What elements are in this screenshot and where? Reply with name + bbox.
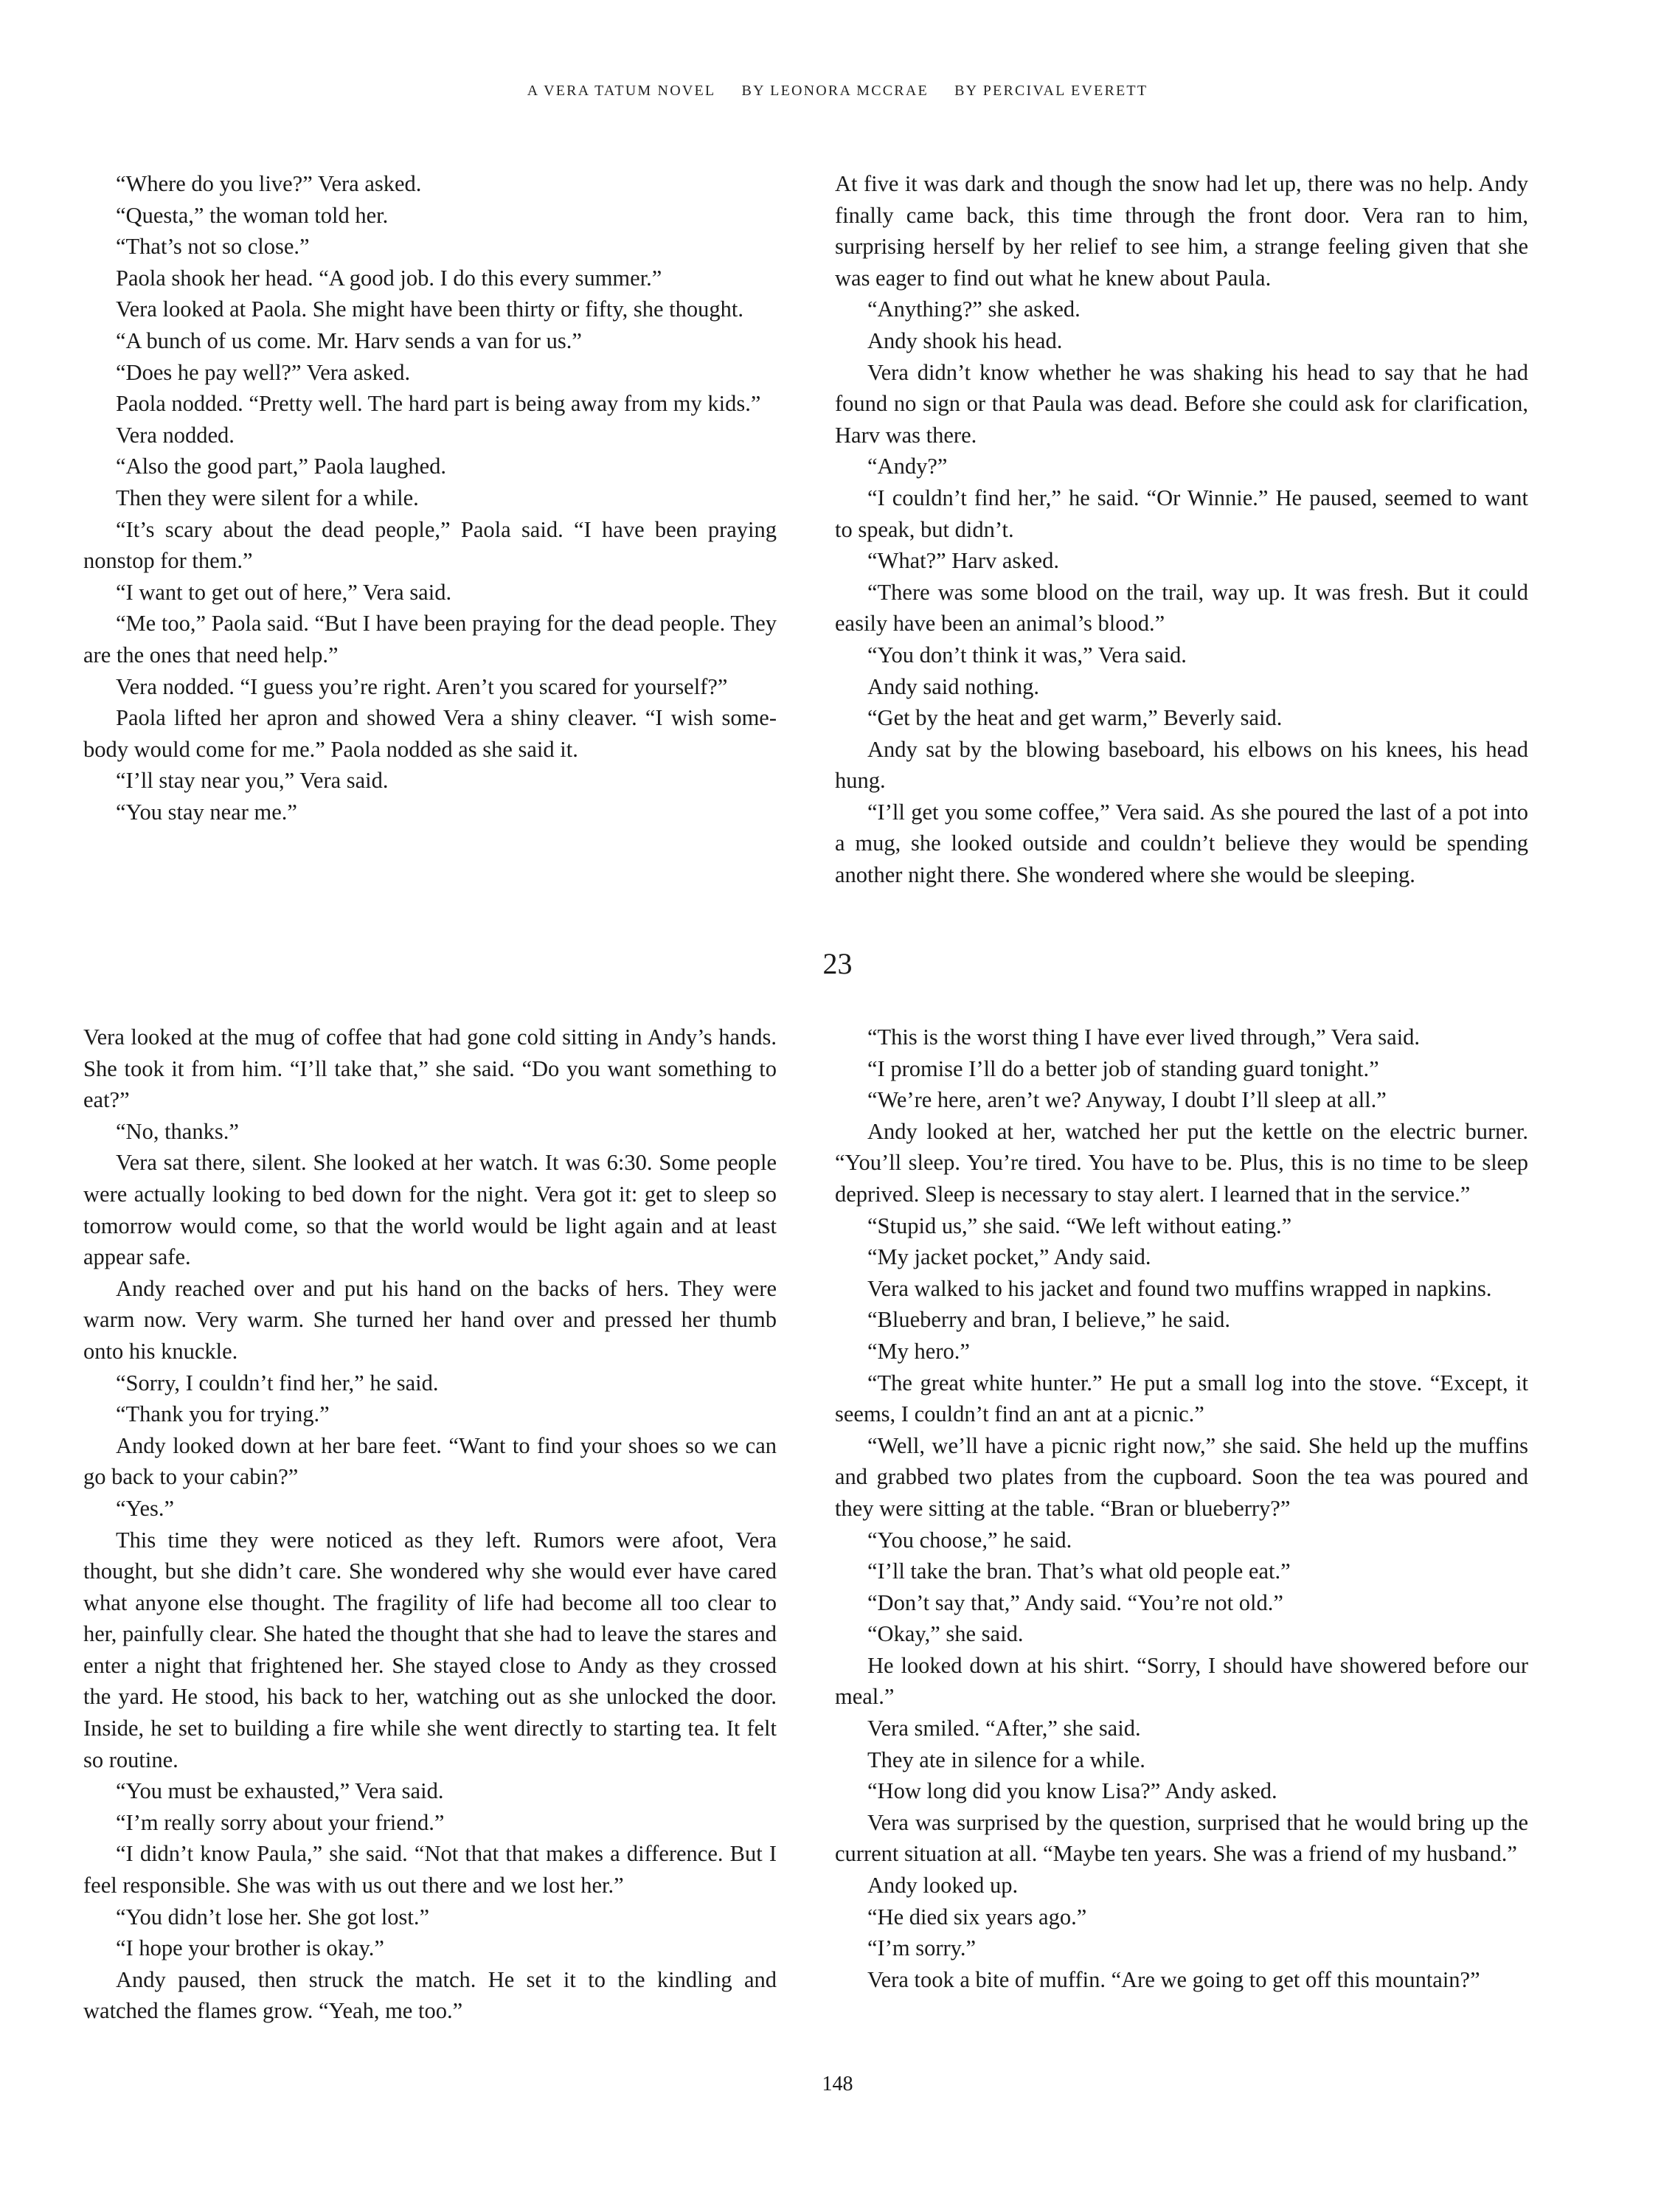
paragraph: At five it was dark and though the snow had let up, there was no help. Andy finally came back, this time through the front door. Vera ran to him, surprising herself by her relief to see him, a strange feeling given that she was eager to find out what he knew about Paula. bbox=[835, 171, 1528, 291]
paragraph: “You don’t think it was,” Vera said. bbox=[867, 642, 1187, 668]
paragraph: “Stupid us,” she said. “We left without eating.” bbox=[867, 1213, 1292, 1238]
paragraph: “Okay,” she said. bbox=[867, 1621, 1024, 1647]
paragraph: “Well, we’ll have a picnic right now,” she said. She held up the muffins and grabbed two plates from the cupboard. Soon the tea was poured and they were sitting at the table. “Bran or blueberry?” bbox=[835, 1432, 1528, 1521]
paragraph: “You didn’t lose her. She got lost.” bbox=[116, 1904, 430, 1930]
paragraph: He looked down at his shirt. “Sorry, I should have showered before our meal.” bbox=[835, 1652, 1528, 1710]
paragraph: Vera didn’t know whether he was shaking his head to say that he had found no sign or that Paula was dead. Before she could ask for clarification, Harv was there. bbox=[835, 359, 1528, 448]
paragraph: “No, thanks.” bbox=[116, 1118, 239, 1144]
paragraph: Paola lifted her apron and showed Vera a shiny cleaver. “I wish somebody would come for me.” Paola nodded as she said it. bbox=[83, 705, 777, 762]
paragraph: Andy looked up. bbox=[867, 1873, 1019, 1899]
running-head bbox=[0, 83, 1675, 100]
paragraph: Vera sat there, silent. She looked at her watch. It was 6:30. Some people were actually looking to bed down for the night. Vera got it: get to sleep so tomorrow would come, so that the world would be light again and at least appear safe. bbox=[83, 1150, 777, 1270]
paragraph: Andy shook his head. bbox=[867, 327, 1063, 353]
paragraph: “Blueberry and bran, I believe,” he said. bbox=[867, 1307, 1231, 1333]
paragraph: “I’m really sorry about your friend.” bbox=[116, 1809, 445, 1835]
paragraph: Vera looked at Paola. She might have been thirty or fifty, she thought. bbox=[116, 297, 743, 322]
page-number: 148 bbox=[822, 2073, 853, 2095]
paragraph: Andy sat by the blowing baseboard, his elbows on his knees, his head hung. bbox=[835, 736, 1528, 794]
paragraph: “I’ll stay near you,” Vera said. bbox=[116, 768, 389, 794]
paragraph: “I’ll take the bran. That’s what old people eat.” bbox=[867, 1559, 1291, 1584]
paragraph: Andy reached over and put his hand on the backs of hers. They were warm now. Very warm. She turned her hand over and pressed her thumb onto his knuckle. bbox=[83, 1275, 777, 1364]
paragraph: “Does he pay well?” Vera asked. bbox=[116, 359, 411, 385]
paragraph: “What?” Harv asked. bbox=[867, 548, 1059, 574]
paragraph: “I couldn’t find her,” he said. “Or Winnie.” He paused, seemed to want to speak, but didn’t. bbox=[835, 485, 1528, 542]
paragraph: “Yes.” bbox=[116, 1495, 175, 1521]
paragraph: “I want to get out of here,” Vera said. bbox=[116, 579, 452, 605]
paragraph: “It’s scary about the dead people,” Paola said. “I have been praying nonstop for them.” bbox=[83, 516, 777, 574]
paragraph: “Andy?” bbox=[867, 454, 948, 479]
paragraph: “Anything?” she asked. bbox=[867, 297, 1081, 322]
paragraph: “The great white hunter.” He put a small log into the stove. “Except, it seems, I couldn’t find an ant at a picnic.” bbox=[835, 1370, 1528, 1427]
paragraph: This time they were noticed as they left. Rumors were afoot, Vera thought, but she didn’t care. She wondered why she would ever have cared what anyone else thought. The fragility of life had become all too clear to her, painfully clear. She hated the thought that she had to leave the stares and enter a night that frightened her. She stayed close to Andy as they crossed the yard. He stood, his back to her, watching out as she unlocked the door. Inside, he set to building a fire while she went directly to starting tea. It felt so routine. bbox=[83, 1527, 777, 1772]
column-top-left bbox=[83, 168, 777, 828]
paragraph: “He died six years ago.” bbox=[867, 1904, 1087, 1930]
paragraph: “Where do you live?” Vera asked. bbox=[116, 171, 422, 196]
paragraph: Vera looked at the mug of coffee that had gone cold sitting in Andy’s hands. She took it from him. “I’ll take that,” she said. “Do you want something to eat?” bbox=[83, 1024, 777, 1113]
paragraph: “Get by the heat and get warm,” Beverly said. bbox=[867, 705, 1283, 731]
paragraph: “Also the good part,” Paola laughed. bbox=[116, 454, 447, 479]
paragraph: “Questa,” the woman told her. bbox=[116, 202, 389, 228]
paragraph: “I hope your brother is okay.” bbox=[116, 1935, 384, 1961]
running-head-series: A VERA TATUM NOVEL bbox=[527, 83, 716, 99]
paragraph: Andy looked down at her bare feet. “Want to find your shoes so we can go back to your cabin?” bbox=[83, 1432, 777, 1490]
paragraph: “I didn’t know Paula,” she said. “Not that that makes a difference. But I feel responsible. She was with us out there and we lost her.” bbox=[83, 1841, 777, 1899]
paragraph: “I’ll get you some coffee,” Vera said. As she poured the last of a pot into a mug, she looked outside and couldn’t believe they would be spending another night there. She wondered where she would be sleeping. bbox=[835, 799, 1528, 888]
paragraph: “We’re here, aren’t we? Anyway, I doubt I’ll sleep at all.” bbox=[867, 1087, 1387, 1113]
paragraph: Andy said nothing. bbox=[867, 673, 1039, 699]
paragraph: “This is the worst thing I have ever lived through,” Vera said. bbox=[867, 1024, 1421, 1050]
running-head-author-alt: BY PERCIVAL EVERETT bbox=[954, 83, 1148, 99]
paragraph: Andy looked at her, watched her put the kettle on the electric burner. “You’ll sleep. You’re tired. You have to be. Plus, this is no time to be sleep deprived. Sleep is necessary to stay alert. I learned that in the service.” bbox=[835, 1118, 1528, 1207]
paragraph: Vera took a bite of muffin. “Are we going to get off this mountain?” bbox=[867, 1966, 1480, 1992]
paragraph: Then they were silent for a while. bbox=[116, 485, 419, 510]
paragraph: Vera walked to his jacket and found two muffins wrapped in napkins. bbox=[867, 1275, 1492, 1301]
paragraph: “Sorry, I couldn’t find her,” he said. bbox=[116, 1370, 439, 1395]
column-top-right bbox=[835, 168, 1528, 891]
paragraph: Paola nodded. “Pretty well. The hard part is being away from my kids.” bbox=[116, 391, 761, 417]
paragraph: “You stay near me.” bbox=[116, 799, 297, 825]
paragraph: “You choose,” he said. bbox=[867, 1527, 1072, 1553]
paragraph: Vera was surprised by the question, surprised that he would bring up the current situation at all. “Maybe ten years. She was a friend of my husband.” bbox=[835, 1809, 1528, 1867]
chapter-number: 23 bbox=[822, 947, 853, 980]
paragraph: “My jacket pocket,” Andy said. bbox=[867, 1244, 1151, 1270]
paragraph: Vera nodded. “I guess you’re right. Aren’t you scared for yourself?” bbox=[116, 673, 728, 699]
paragraph: Paola shook her head. “A good job. I do this every summer.” bbox=[116, 265, 662, 291]
paragraph: Vera nodded. bbox=[116, 422, 235, 448]
running-head-author: BY LEONORA MCCRAE bbox=[741, 83, 929, 99]
paragraph: “How long did you know Lisa?” Andy asked. bbox=[867, 1778, 1277, 1804]
paragraph: “A bunch of us come. Mr. Harv sends a van for us.” bbox=[116, 327, 582, 353]
paragraph: “Don’t say that,” Andy said. “You’re not old.” bbox=[867, 1589, 1283, 1615]
column-bottom-right bbox=[835, 1022, 1528, 1995]
paragraph: “Thank you for trying.” bbox=[116, 1401, 330, 1427]
paragraph: “Me too,” Paola said. “But I have been praying for the dead people. They are the ones that need help.” bbox=[83, 611, 777, 668]
paragraph: Andy paused, then struck the match. He set it to the kindling and watched the flames grow. “Yeah, me too.” bbox=[83, 1966, 777, 2024]
paragraph: “I promise I’ll do a better job of standing guard tonight.” bbox=[867, 1055, 1379, 1081]
paragraph: “There was some blood on the trail, way up. It was fresh. But it could easily have been an animal’s blood.” bbox=[835, 579, 1528, 637]
paragraph: They ate in silence for a while. bbox=[867, 1747, 1145, 1772]
column-bottom-left bbox=[83, 1022, 777, 2027]
paragraph: “I’m sorry.” bbox=[867, 1935, 977, 1961]
paragraph: “You must be exhausted,” Vera said. bbox=[116, 1778, 444, 1804]
paragraph: Vera smiled. “After,” she said. bbox=[867, 1716, 1141, 1741]
paragraph: “That’s not so close.” bbox=[116, 234, 310, 260]
paragraph: “My hero.” bbox=[867, 1338, 970, 1364]
